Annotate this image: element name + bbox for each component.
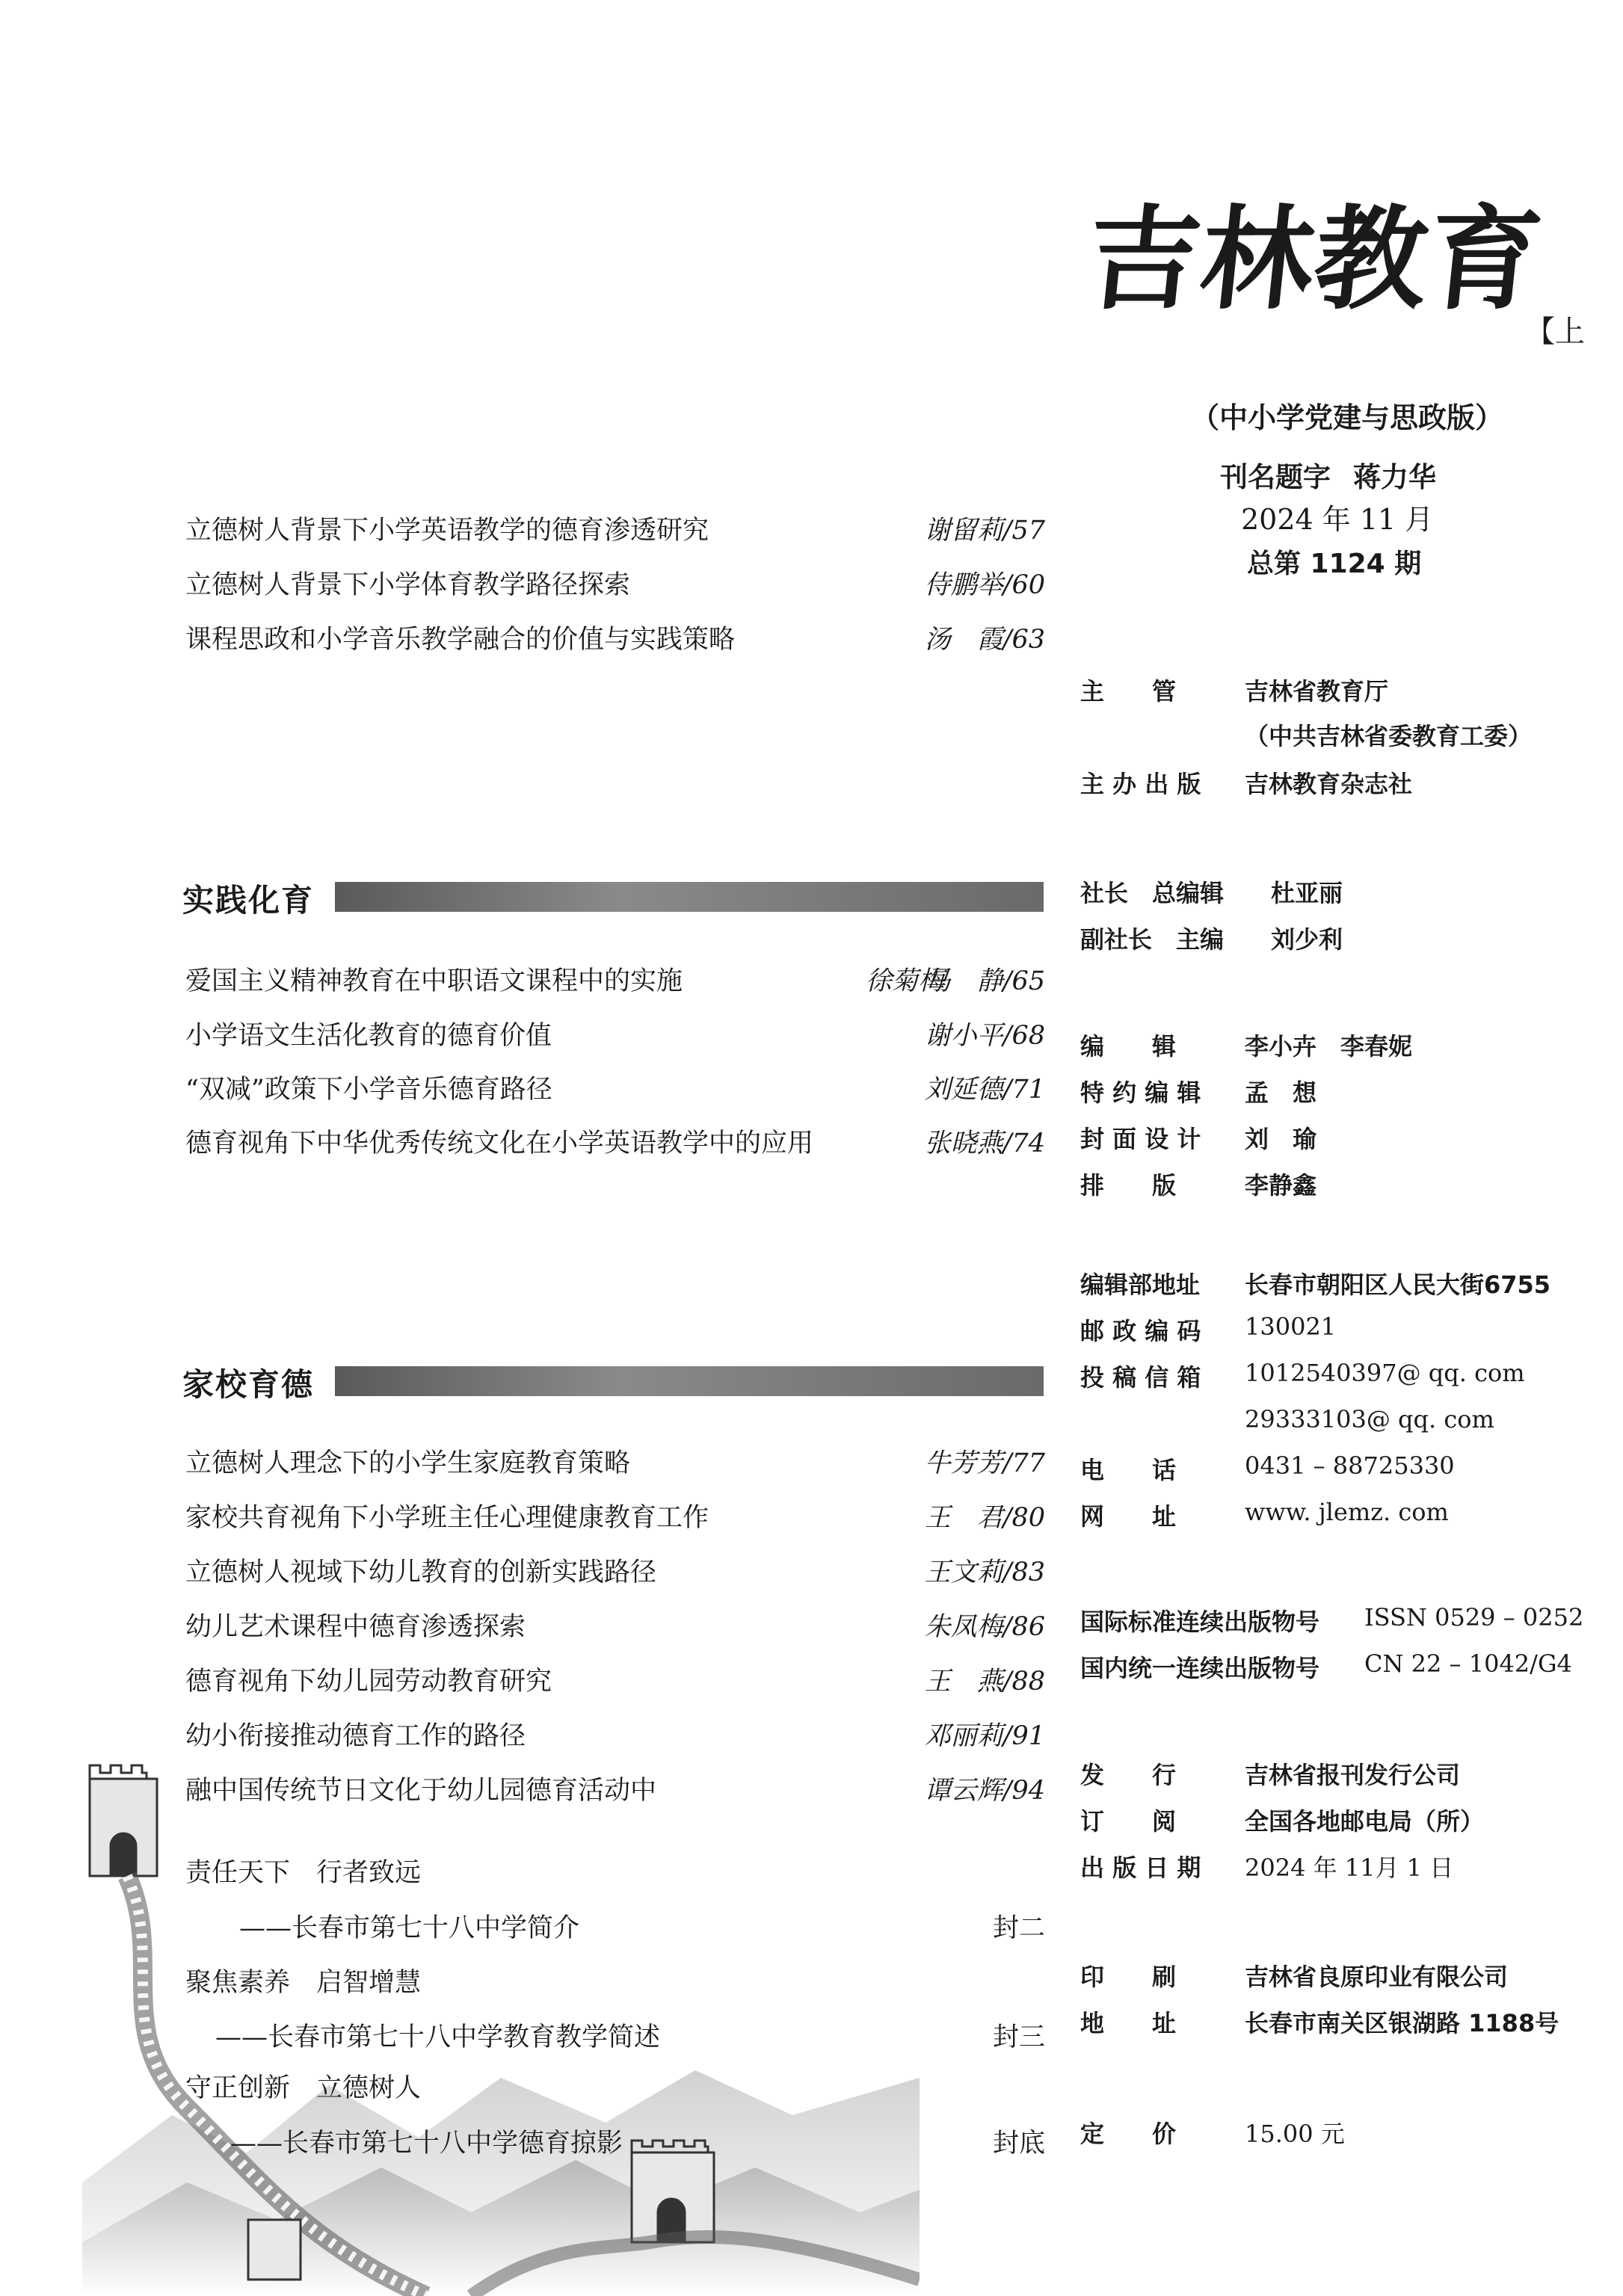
feature-page: 封三 — [992, 2022, 1045, 2052]
issue-number: 总第 1124 期 — [1247, 549, 1422, 579]
feature-title: 聚焦素养 启智增慧 — [185, 1968, 422, 1998]
title-credit-name: 蒋力华 — [1353, 461, 1436, 493]
toc-title: 幼小衔接推动德育工作的路径 — [185, 1721, 526, 1751]
toc-title: 立德树人理念下的小学生家庭教育策略 — [185, 1448, 631, 1478]
toc-author: 朱凤梅/86 — [924, 1612, 1045, 1642]
toc-author: 王文莉/83 — [924, 1558, 1045, 1587]
toc-item[interactable] — [185, 1661, 1045, 1698]
section-header-home — [182, 1360, 1044, 1403]
toc-title: 立德树人背景下小学体育教学路径探索 — [185, 570, 631, 600]
toc-title: 家校共育视角下小学班主任心理健康教育工作 — [185, 1503, 709, 1533]
title-credit — [1220, 454, 1436, 495]
feature-item-sub[interactable] — [185, 2123, 1045, 2160]
edition-label: （中小学党建与思政版） — [1191, 401, 1504, 434]
toc-author: 邓丽莉/91 — [924, 1721, 1045, 1751]
feature-title: 责任天下 行者致远 — [185, 1858, 422, 1888]
toc-title: 德育视角下中华优秀传统文化在小学英语教学中的应用 — [185, 1129, 814, 1158]
toc-title: 立德树人视域下幼儿教育的创新实践路径 — [185, 1558, 657, 1587]
toc-author: 谢小平/68 — [924, 1021, 1045, 1051]
section-title: 实践化育 — [182, 882, 315, 919]
toc-item[interactable] — [185, 619, 1045, 656]
feature-item-sub[interactable] — [185, 2016, 1045, 2054]
toc-author: 牛芳芳/77 — [924, 1448, 1045, 1478]
toc-title: 幼儿艺术课程中德育渗透探索 — [185, 1612, 526, 1642]
toc-author: 刘延德/71 — [924, 1075, 1045, 1105]
toc-author-second: 徐菊梅 — [865, 966, 944, 996]
volume-mark: 【上 — [1525, 315, 1585, 349]
section-header-practice — [182, 876, 1044, 919]
toc-author: 马 静/65 — [924, 966, 1045, 996]
toc-item[interactable] — [185, 1552, 1045, 1589]
toc-item[interactable] — [185, 1069, 1045, 1106]
toc-title: “双减”政策下小学音乐德育路径 — [185, 1075, 552, 1105]
toc-item[interactable] — [185, 1123, 1045, 1160]
toc-item[interactable] — [185, 510, 1045, 547]
section-bar — [335, 1366, 1044, 1396]
toc-author: 王 燕/88 — [924, 1667, 1045, 1697]
feature-subtitle: ——长春市第七十八中学简介 — [239, 1913, 580, 1943]
feature-item-sub[interactable] — [185, 1907, 1045, 1945]
toc-item[interactable] — [185, 1606, 1045, 1644]
title-credit-label: 刊名题字 — [1220, 461, 1331, 493]
issue-date: 2024 年 11 月 — [1241, 503, 1434, 536]
toc-item[interactable] — [185, 1015, 1045, 1052]
feature-title: 守正创新 立德树人 — [185, 2073, 422, 2103]
feature-page: 封二 — [992, 1913, 1045, 1943]
toc-author: 谢留莉/57 — [924, 516, 1045, 546]
toc-title: 立德树人背景下小学英语教学的德育渗透研究 — [185, 516, 709, 546]
toc-title: 小学语文生活化教育的德育价值 — [185, 1021, 552, 1051]
toc-title: 课程思政和小学音乐教学融合的价值与实践策略 — [185, 625, 736, 655]
feature-item[interactable] — [185, 1852, 1045, 1889]
toc-item[interactable] — [185, 1715, 1045, 1753]
toc-item[interactable] — [185, 960, 1045, 998]
section-bar — [335, 882, 1044, 912]
section-title: 家校育德 — [182, 1366, 315, 1403]
feature-page: 封底 — [992, 2129, 1045, 2158]
feature-item[interactable] — [185, 1962, 1045, 1999]
toc-item[interactable] — [185, 1442, 1045, 1480]
toc-author: 侍鹏举/60 — [924, 570, 1045, 600]
toc-author: 谭云辉/94 — [924, 1776, 1045, 1806]
feature-subtitle: ——长春市第七十八中学德育掠影 — [230, 2129, 623, 2158]
feature-item[interactable] — [185, 2067, 1045, 2105]
toc-item[interactable] — [185, 1497, 1045, 1534]
toc-title: 德育视角下幼儿园劳动教育研究 — [185, 1667, 552, 1697]
toc-author: 王 君/80 — [924, 1503, 1045, 1533]
toc-author: 张晓燕/74 — [924, 1129, 1045, 1158]
toc-item[interactable] — [185, 564, 1045, 602]
toc-title: 爱国主义精神教育在中职语文课程中的实施 — [185, 966, 683, 996]
logo-text: 吉林教育 — [1080, 194, 1550, 325]
journal-logo — [1080, 194, 1585, 375]
toc-author: 汤 霞/63 — [924, 625, 1045, 655]
toc-title: 融中国传统节日文化于幼儿园德育活动中 — [185, 1776, 657, 1806]
feature-subtitle: ——长春市第七十八中学教育教学简述 — [215, 2022, 661, 2052]
